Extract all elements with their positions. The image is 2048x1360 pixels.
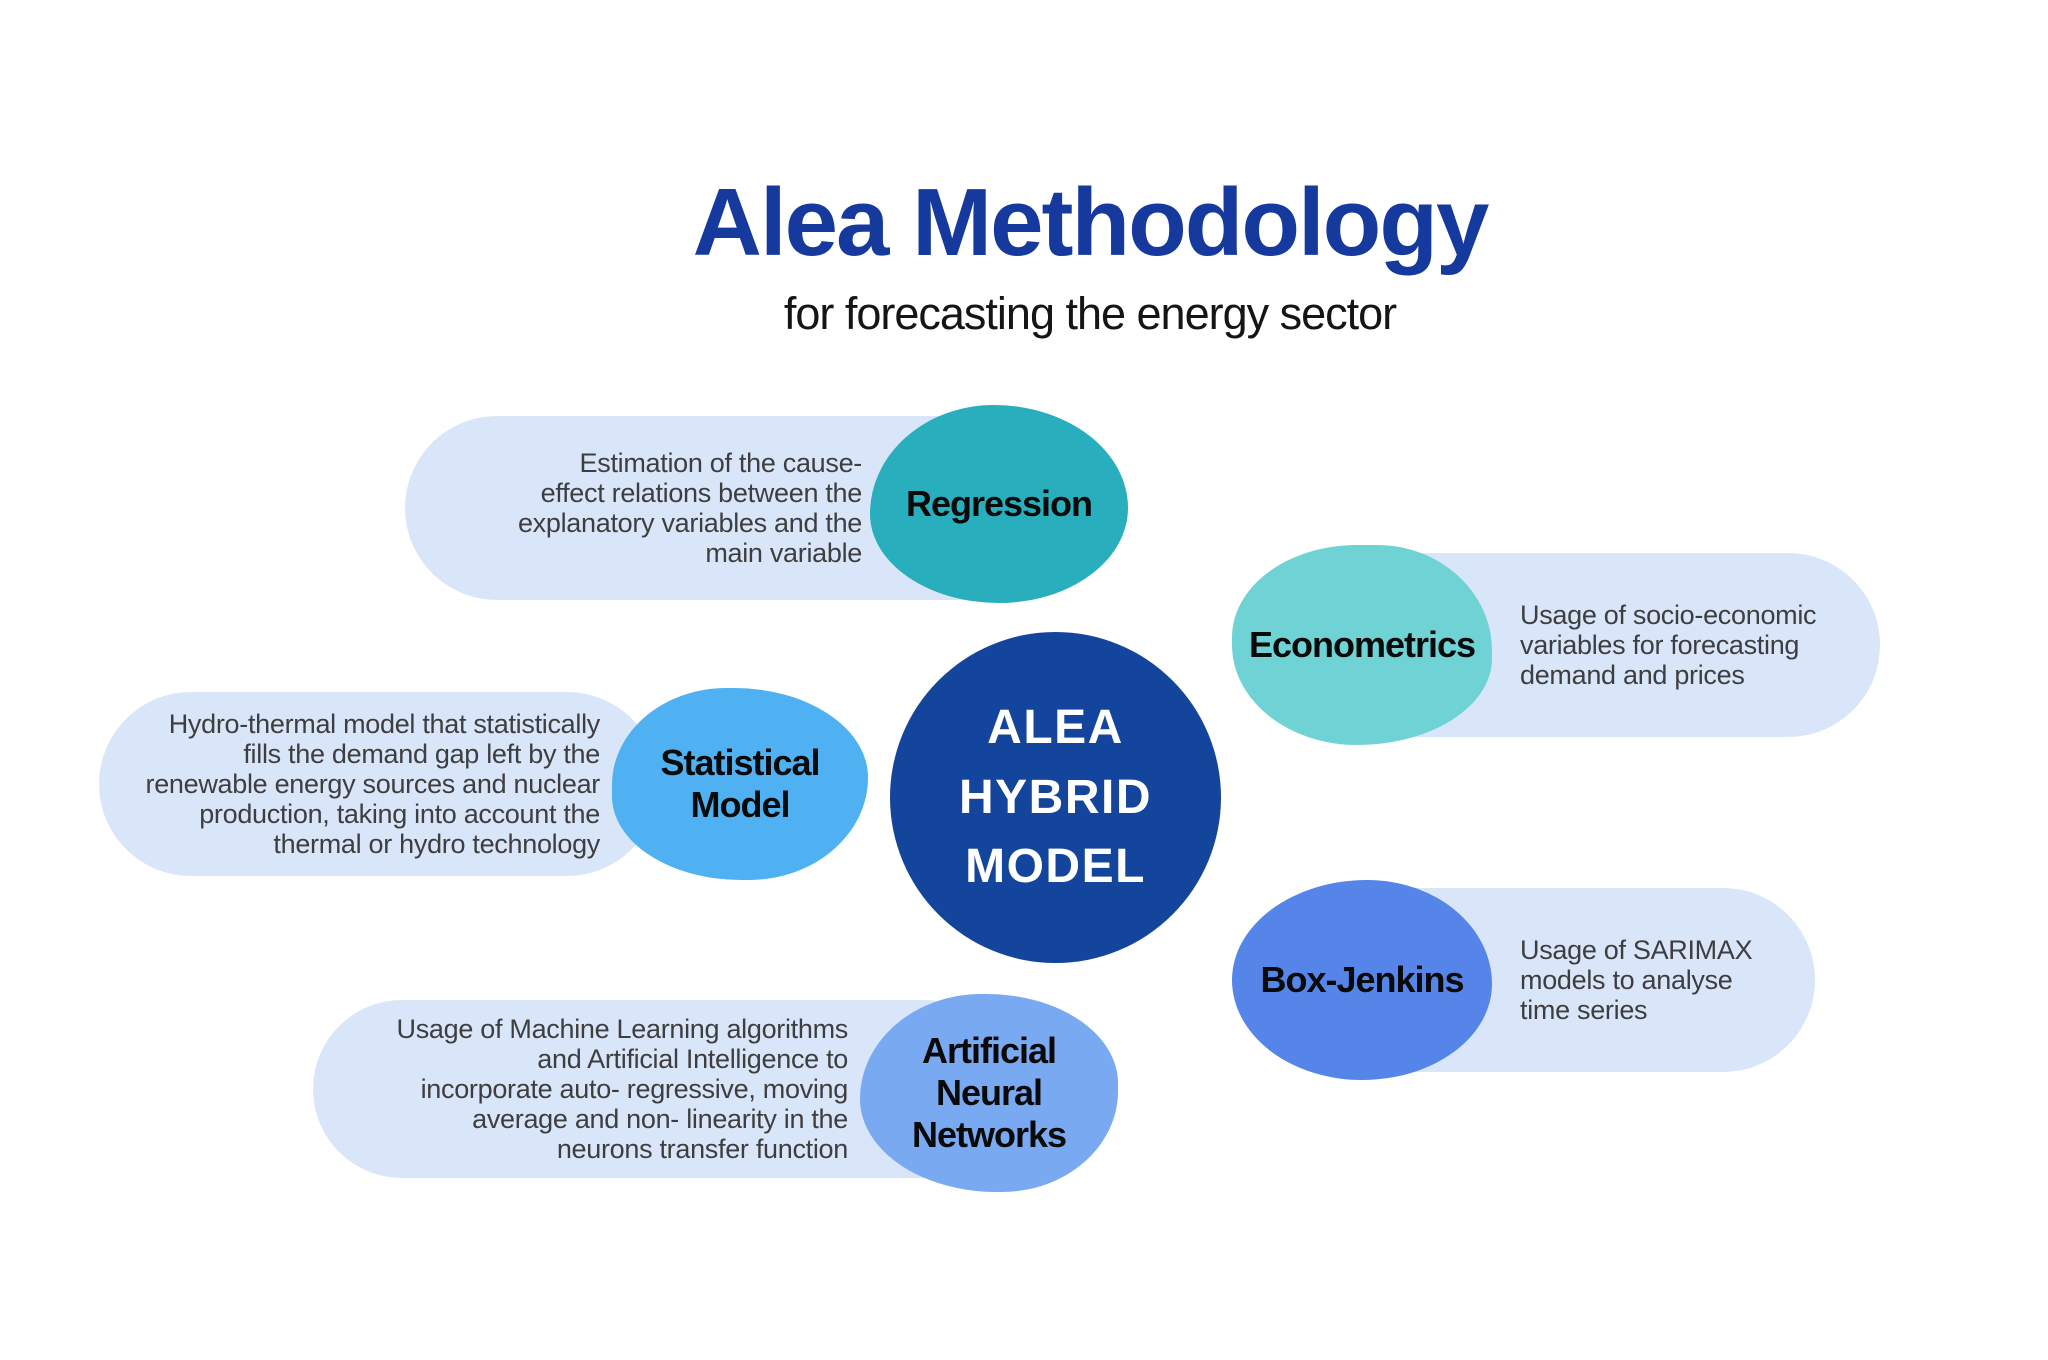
desc-line: Estimation of the cause- <box>579 448 862 478</box>
statistical-model-pill <box>99 692 659 876</box>
statistical-model-blob <box>612 688 868 880</box>
desc-line: models to analyse <box>1520 965 1733 995</box>
artificial-neural-networks-description <box>397 1014 848 1164</box>
page-subtitle: for forecasting the energy sector <box>783 288 1397 339</box>
desc-line: demand and prices <box>1520 660 1745 690</box>
label-line: Statistical <box>660 742 820 783</box>
statistical-model-label <box>660 742 819 826</box>
artificial-neural-networks-label <box>912 1030 1066 1156</box>
econometrics-label <box>1249 624 1475 666</box>
center-hub-line: HYBRID <box>958 770 1152 824</box>
desc-line: and Artificial Intelligence to <box>537 1044 848 1074</box>
desc-line: incorporate auto- regressive, moving <box>420 1074 848 1104</box>
center-hub-line: ALEA <box>987 701 1124 755</box>
desc-line: Usage of SARIMAX <box>1520 935 1753 965</box>
desc-line: explanatory variables and the <box>517 508 862 538</box>
box-jenkins-label <box>1260 959 1463 1001</box>
statistical-model-description <box>146 709 601 859</box>
desc-line: thermal or hydro technology <box>273 829 600 859</box>
desc-line: production, taking into account the <box>199 799 600 829</box>
desc-line: variables for forecasting <box>1520 630 1800 660</box>
desc-line: main variable <box>705 538 862 568</box>
desc-line: average and non- linearity in the <box>472 1104 848 1134</box>
box-jenkins-blob <box>1232 880 1492 1080</box>
center-hub-circle <box>890 632 1221 963</box>
box-jenkins-description <box>1520 935 1752 1025</box>
desc-line: fills the demand gap left by the <box>243 739 600 769</box>
label-line: Model <box>690 784 790 825</box>
label-line: Regression <box>905 483 1093 524</box>
desc-line: effect relations between the <box>540 478 862 508</box>
center-hub-label <box>959 693 1152 902</box>
center-hub-line: MODEL <box>965 840 1146 894</box>
desc-line: Usage of Machine Learning algorithms <box>396 1014 848 1044</box>
desc-line: Hydro-thermal model that statistically <box>168 709 600 739</box>
regression-description <box>518 448 862 568</box>
desc-line: Usage of socio-economic <box>1520 600 1817 630</box>
page-title: Alea Methodology <box>692 169 1488 276</box>
desc-line: neurons transfer function <box>556 1134 848 1164</box>
regression-label <box>906 483 1092 525</box>
label-line: Neural <box>935 1072 1043 1113</box>
econometrics-description <box>1520 600 1816 690</box>
regression-blob <box>870 405 1128 603</box>
econometrics-blob <box>1232 545 1492 745</box>
desc-line: renewable energy sources and nuclear <box>145 769 600 799</box>
label-line: Box-Jenkins <box>1260 959 1464 1000</box>
label-line: Artificial <box>921 1030 1057 1071</box>
desc-line: time series <box>1520 995 1648 1025</box>
label-line: Econometrics <box>1248 624 1476 665</box>
label-line: Networks <box>911 1114 1067 1155</box>
artificial-neural-networks-blob <box>860 994 1118 1192</box>
